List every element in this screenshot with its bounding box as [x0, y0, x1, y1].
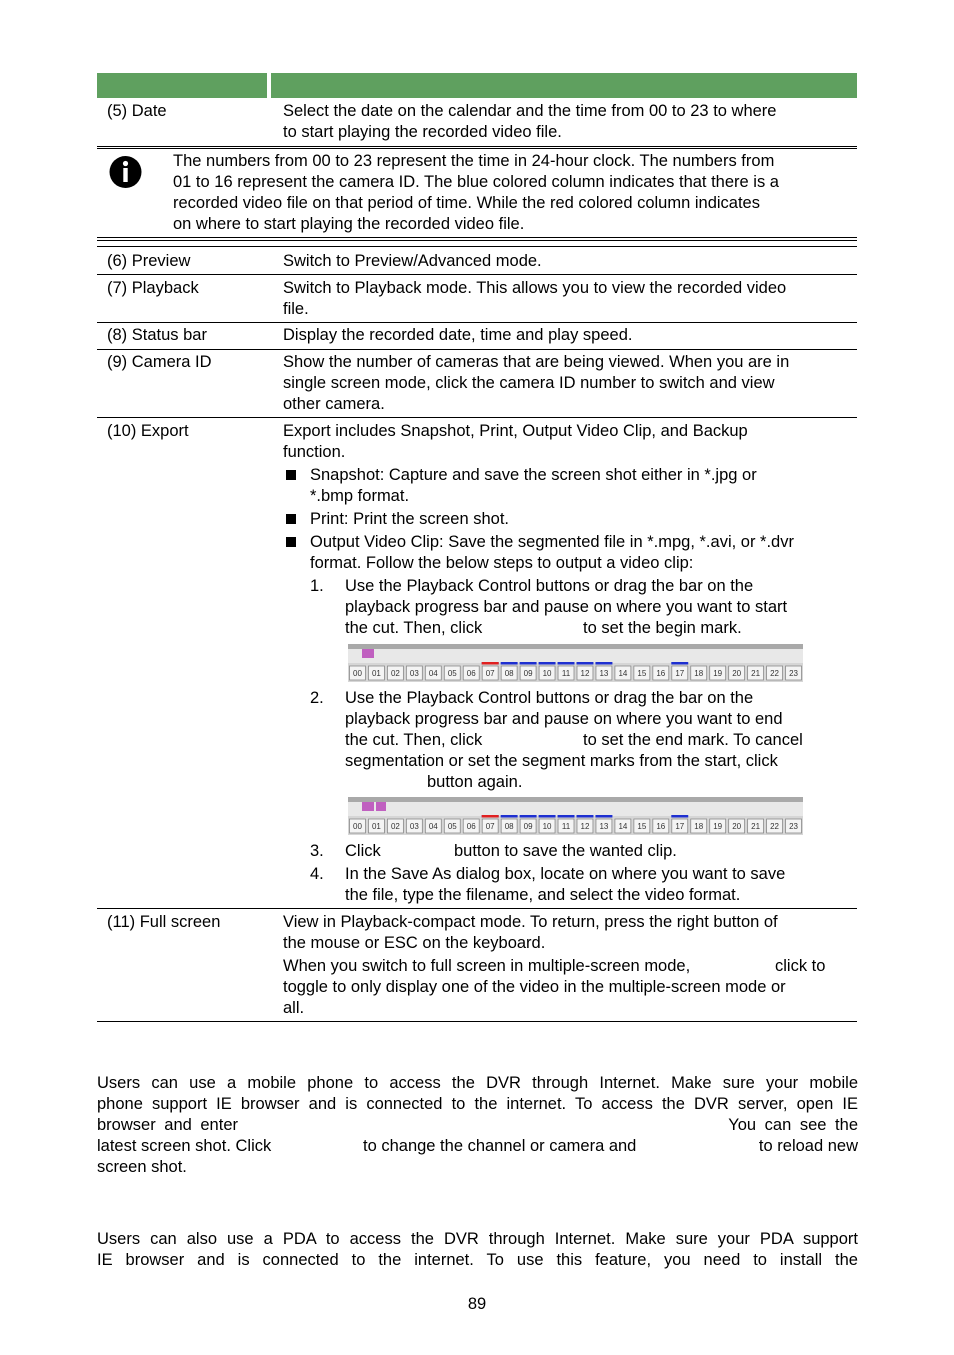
timeline-blue-mark: [595, 662, 612, 665]
timeline-red-mark: [482, 662, 499, 665]
table-header-left: [97, 73, 267, 98]
timeline-hour-label: 04: [428, 822, 438, 831]
timeline-hour-label: 00: [353, 822, 362, 831]
timeline-hour-label: 01: [371, 822, 381, 831]
timeline-hour-label: 22: [770, 822, 780, 831]
timeline-hour-label: 15: [637, 669, 647, 678]
timeline-hour-label: 07: [485, 669, 495, 678]
timeline-begin-mark: [348, 644, 803, 682]
timeline-hour-label: 18: [694, 669, 704, 678]
info-icon: [109, 155, 142, 189]
timeline-blue-mark: [577, 662, 594, 665]
timeline-top-edge: [348, 797, 803, 802]
timeline-end-svg: [348, 797, 803, 835]
timeline-progress-track: [348, 802, 803, 816]
pda-paragraph: Users can also use a PDA to access the DVR through Internet. Make sure your PDA support IE browser and is connected to the internet. To use this feature, you need to install the: [97, 1230, 858, 1269]
timeline-blue-mark: [501, 662, 518, 665]
bullet-snapshot-text: Snapshot: Capture and save the screen shot either in *.jpg or *.bmp format.: [310, 466, 757, 505]
timeline-blue-mark: [520, 815, 537, 818]
timeline-hour-label: 10: [542, 669, 552, 678]
timeline-hour-label: 09: [523, 669, 533, 678]
timeline-hour-label: 05: [447, 669, 457, 678]
step-4-text: In the Save As dialog box, locate on where you want to save the file, type the filename, and select the video format.: [345, 865, 786, 904]
timeline-hour-label: 19: [713, 822, 723, 831]
bullet-output: [286, 537, 296, 547]
timeline-hour-label: 20: [732, 669, 742, 678]
row-camera-desc: Show the number of cameras that are being viewed. When you are in single screen mode, click the camera ID number to switch and view other camera.: [283, 353, 790, 413]
bullet-snapshot: [286, 470, 296, 480]
timeline-blue-mark: [577, 815, 594, 818]
timeline-hour-label: 14: [618, 669, 628, 678]
timeline-blue-mark: [539, 662, 556, 665]
row-full-label: (11) Full screen: [107, 913, 221, 931]
timeline-hour-label: 11: [561, 822, 571, 831]
timeline-begin-marker: [362, 802, 374, 811]
bullet-output-text: Output Video Clip: Save the segmented file in *.mpg, *.avi, or *.dvr format. Follow the below steps to output a video clip:: [310, 533, 794, 572]
timeline-hour-label: 02: [390, 822, 400, 831]
timeline-begin-marker: [362, 649, 374, 658]
timeline-blue-mark: [558, 662, 575, 665]
timeline-hour-label: 03: [409, 669, 419, 678]
timeline-hour-label: 08: [504, 669, 514, 678]
bullet-print-text: Print: Print the screen shot.: [310, 510, 510, 528]
timeline-blue-mark: [595, 815, 612, 818]
timeline-hour-label: 19: [713, 669, 723, 678]
timeline-blue-mark: [671, 662, 688, 665]
timeline-hour-label: 17: [675, 669, 685, 678]
timeline-hour-label: 20: [732, 822, 742, 831]
timeline-hour-label: 16: [656, 669, 666, 678]
row-status-label: (8) Status bar: [107, 326, 207, 344]
row-preview-label: (6) Preview: [107, 252, 191, 270]
timeline-hour-label: 21: [751, 669, 761, 678]
timeline-hour-label: 17: [675, 822, 685, 831]
timeline-hour-label: 02: [390, 669, 400, 678]
page-number: 89: [467, 1295, 487, 1313]
timeline-progress-track: [348, 649, 803, 663]
timeline-blue-mark: [501, 815, 518, 818]
timeline-hour-label: 08: [504, 822, 514, 831]
step-2-number: 2.: [310, 689, 324, 707]
row-date-desc: Select the date on the calendar and the time from 00 to 23 to where to start playing the recorded video file.: [283, 102, 777, 141]
timeline-hour-label: 16: [656, 822, 666, 831]
bullet-print: [286, 514, 296, 524]
timeline-blue-mark: [539, 815, 556, 818]
row-export-desc: Export includes Snapshot, Print, Output Video Clip, and Backup function.: [283, 422, 748, 461]
timeline-blue-mark: [558, 815, 575, 818]
step-2-text: Use the Playback Control buttons or drag the bar on the playback progress bar and pause on where you want to end the cut. Then, click to set the end mark. To cancel segmentation or set the segment marks from the start, click button again.: [345, 689, 803, 791]
timeline-hour-label: 05: [447, 822, 457, 831]
row-status-desc: Display the recorded date, time and play speed.: [283, 326, 633, 344]
timeline-hour-label: 12: [580, 822, 590, 831]
timeline-hour-label: 13: [599, 822, 609, 831]
step-4-number: 4.: [310, 865, 324, 883]
timeline-end-marker: [376, 802, 386, 811]
timeline-red-mark: [482, 815, 499, 818]
timeline-hour-label: 07: [485, 822, 495, 831]
timeline-hour-label: 04: [428, 669, 438, 678]
timeline-blue-mark: [520, 662, 537, 665]
row-full-desc: View in Playback-compact mode. To return, press the right button of the mouse or ESC on the keyboard. When you switch to full screen in multiple-screen mode, click to toggle to only display one of the video in the multiple-screen mode or all.: [283, 913, 826, 1017]
timeline-hour-label: 23: [789, 822, 798, 831]
timeline-hour-label: 06: [466, 822, 476, 831]
step-3-number: 3.: [310, 842, 324, 860]
timeline-hour-label: 21: [751, 822, 761, 831]
timeline-begin-svg: [348, 644, 803, 682]
row-preview-desc: Switch to Preview/Advanced mode.: [283, 252, 542, 270]
mobile-paragraph: Users can use a mobile phone to access the DVR through Internet. Make sure your mobile phone support IE browser and is connected to the internet. To access the DVR server, open IE browser and enter You can see the latest screen shot. Click to change the channel or camera and to reload new screen shot.: [97, 1074, 858, 1176]
timeline-hour-label: 11: [561, 669, 571, 678]
table-header-right: [271, 73, 857, 98]
timeline-blue-mark: [671, 815, 688, 818]
timeline-hour-label: 01: [371, 669, 381, 678]
row-camera-label: (9) Camera ID: [107, 353, 212, 371]
timeline-hour-label: 22: [770, 669, 780, 678]
row-export-label: (10) Export: [107, 422, 189, 440]
step-1-text: Use the Playback Control buttons or drag the bar on the playback progress bar and pause on where you want to start the cut. Then, click to set the begin mark.: [345, 577, 788, 637]
timeline-hour-label: 10: [542, 822, 552, 831]
timeline-top-edge: [348, 644, 803, 649]
timeline-hour-label: 09: [523, 822, 533, 831]
timeline-hour-label: 06: [466, 669, 476, 678]
info-note: The numbers from 00 to 23 represent the time in 24-hour clock. The numbers from 01 to 16 represent the camera ID. The blue colored column indicates that there is a recorded video file on that period of time. While the red colored column indicates on where to start playing the recorded video file.: [173, 152, 779, 233]
timeline-hour-label: 14: [618, 822, 628, 831]
timeline-hour-label: 13: [599, 669, 609, 678]
row-playback-desc: Switch to Playback mode. This allows you to view the recorded video file.: [283, 279, 787, 318]
timeline-hour-label: 00: [353, 669, 362, 678]
timeline-hour-label: 18: [694, 822, 704, 831]
step-1-number: 1.: [310, 577, 324, 595]
timeline-hour-label: 03: [409, 822, 419, 831]
timeline-hour-label: 12: [580, 669, 590, 678]
row-date-label: (5) Date: [107, 102, 167, 120]
step-3-text: Click button to save the wanted clip.: [345, 842, 677, 860]
timeline-hour-label: 23: [789, 669, 798, 678]
row-playback-label: (7) Playback: [107, 279, 199, 297]
timeline-end-mark: [348, 797, 803, 835]
timeline-hour-label: 15: [637, 822, 647, 831]
